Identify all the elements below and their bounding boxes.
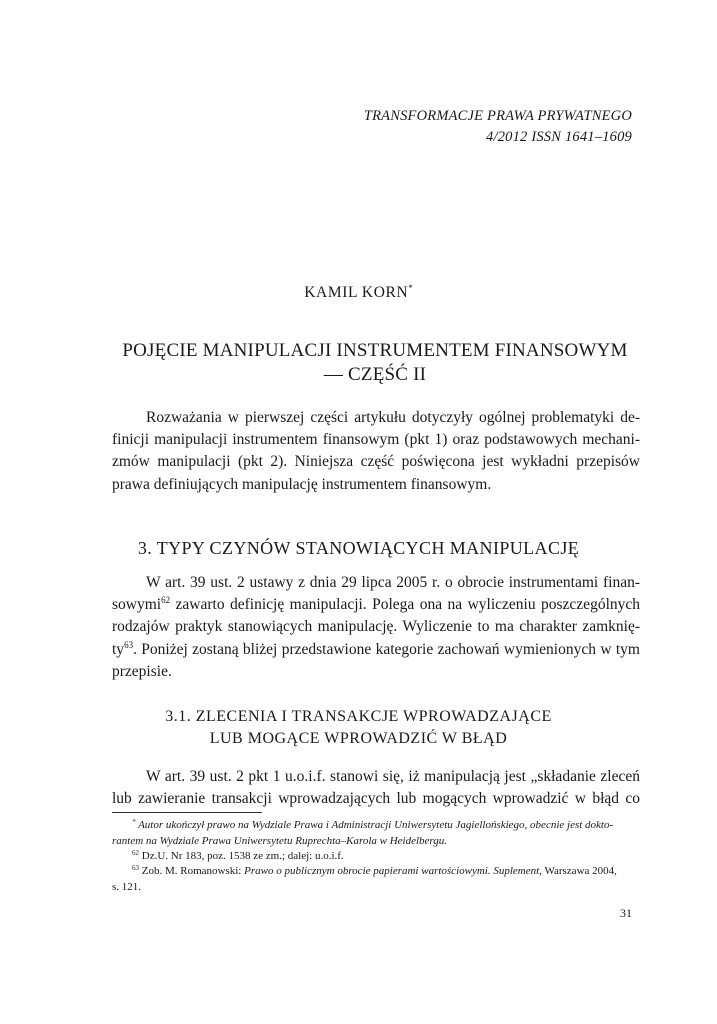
footnote-author: * Autor ukończył prawo na Wydziale Prawa i Administracji Uniwersytetu Jagiellońskiego, obecnie jest dokto- rantem na Wydziale Prawa Uniwersytetu Ruprechta–Karola w Heidelbergu. [112, 818, 614, 847]
paragraph-line: W art. 39 ust. 2 pkt 1 u.o.i.f. stanowi się, iż manipulacją jest „składanie zleceń [146, 768, 640, 785]
paragraph-line: W art. 39 ust. 2 ustawy z dnia 29 lipca 2005 r. o obrocie instrumentami finan- [146, 574, 640, 591]
section-3-paragraph [112, 572, 640, 683]
footnote-63: $^{63}$ Zob. M. Romanowski: Prawo o publicznym obrocie papierami wartościowymi. Suplement, Warszawa 2004, s. 121. [112, 864, 617, 893]
heading-line-2: LUB MOGĄCE WPROWADZIĆ W BŁĄD [209, 730, 508, 747]
intro-paragraph [112, 407, 640, 496]
cited-work-title: Prawo o publicznym obrocie papierami wartościowymi. Suplement [244, 865, 540, 877]
paragraph-line: $ty^{63}$. Poniżej zostaną bliżej przedstawione kategorie zachowań wymienionych w tym [112, 639, 640, 658]
paragraph-line: lub zawieranie transakcji wprowadzających lub mogących wprowadzić w błąd co [112, 790, 640, 808]
journal-issue: 4/2012 ISSN 1641–1609 [486, 129, 632, 145]
author-footnote-marker[interactable]: * [408, 283, 413, 293]
footnote-ref-62[interactable]: 62 [161, 595, 171, 606]
footnote-marker: 62 [132, 849, 139, 857]
paragraph-line: sowymi$^{62}$ zawarto definicję manipulacji. Polega ona na wyliczeniu poszczególnych [112, 595, 640, 614]
paragraph-line: przepisie. [112, 662, 172, 680]
footnote-separator [112, 812, 262, 813]
title-line-1: POJĘCIE MANIPULACJI INSTRUMENTEM FINANSOWYM [122, 340, 628, 361]
intro-line: finicji manipulacji instrumentem finansowym (pkt 1) oraz podstawowych mechani- [112, 431, 640, 449]
footnote-ref-63[interactable]: 63 [124, 639, 134, 650]
journal-header [364, 106, 632, 148]
page-number: 31 [620, 906, 632, 920]
journal-title: TRANSFORMACJE PRAWA PRYWATNEGO [363, 108, 632, 124]
title-line-2: — CZĘŚĆ II [323, 364, 427, 385]
heading-line-1: 3.1. ZLECENIA I TRANSAKCJE WPROWADZAJĄCE [165, 708, 552, 725]
section-3-1-heading [0, 706, 717, 750]
author-name: KAMIL KORN* [304, 283, 413, 301]
footnote-marker: * [132, 818, 136, 826]
section-3-heading: 3. TYPY CZYNÓW STANOWIĄCYCH MANIPULACJĘ [137, 538, 580, 558]
footnote-62: $^{62}$ Dz.U. Nr 183, poz. 1538 ze zm.; dalej: u.o.i.f. [132, 849, 344, 862]
paragraph-line: rodzajów praktyk stanowiących manipulację. Wyliczenie to ma charakter zamknię- [112, 618, 640, 636]
article-title [110, 339, 640, 387]
footnote-marker: 63 [132, 864, 139, 872]
intro-line: Rozważania w pierwszej części artykułu dotyczyły ogólnej problematyki de- [146, 409, 640, 426]
intro-line: prawa definiujących manipulację instrumentem finansowym. [112, 475, 492, 493]
section-3-1-paragraph [112, 766, 640, 810]
intro-line: zmów manipulacji (pkt 2). Niniejsza część poświęcona jest wykładni przepisów [112, 453, 640, 471]
